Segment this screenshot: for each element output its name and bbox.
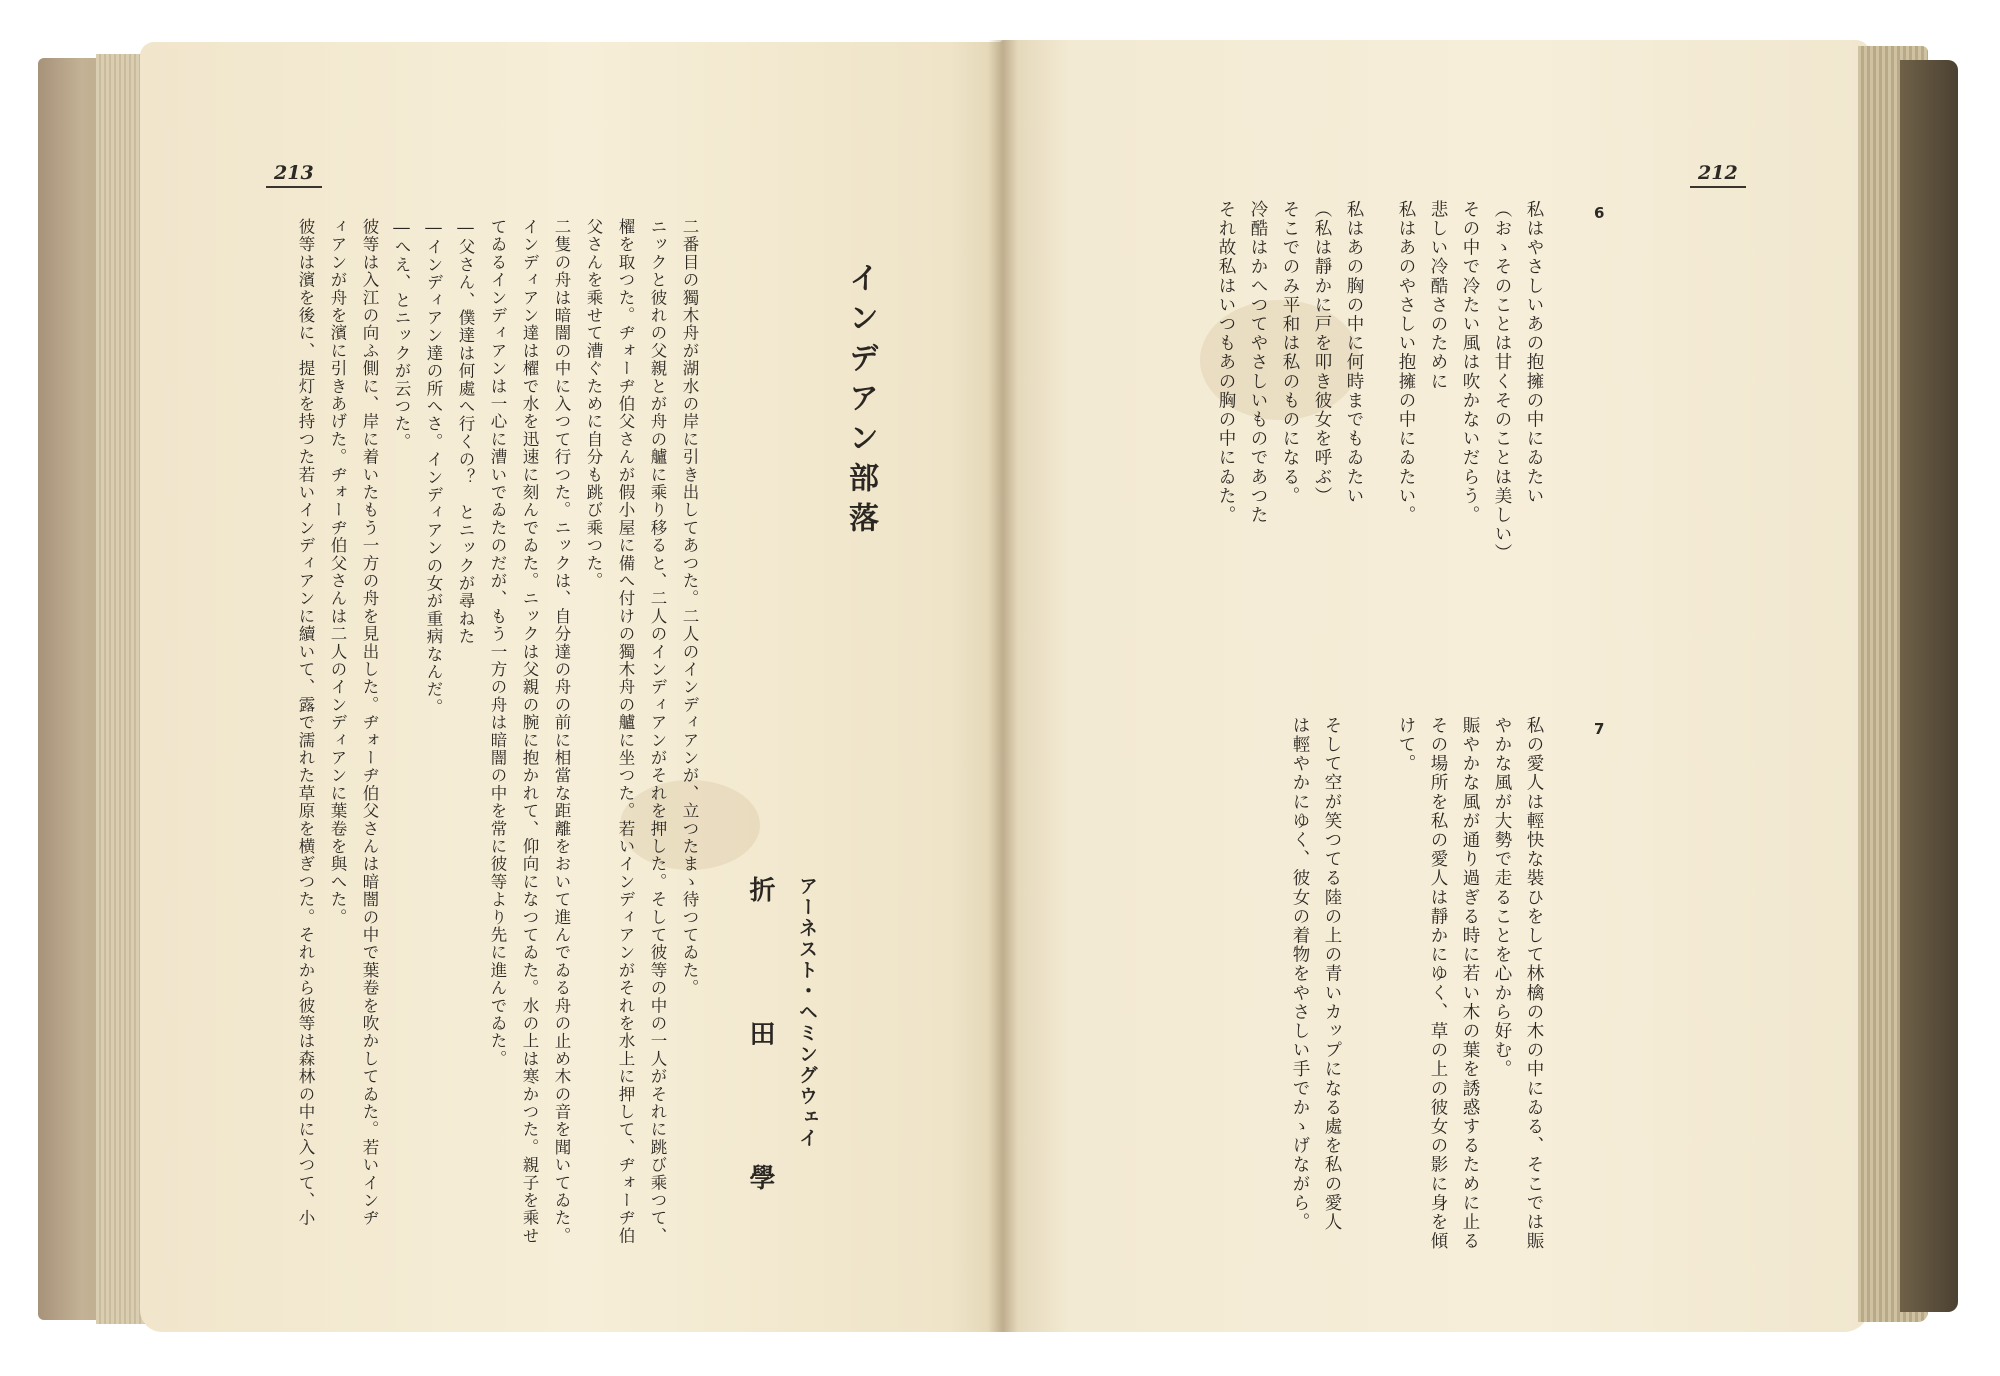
- body-line-7: てゐるインディアンは一心に漕いでゐたのだが、もう一方の舟は暗闇の中を常に彼等より先に進んでゐた。: [488, 218, 507, 1068]
- poem-7-line-5: けて。: [1396, 716, 1416, 774]
- poem-6-line-9: 冷酷はかへつてやさしいものであつた: [1248, 200, 1268, 525]
- story-author: アーネスト・ヘミングウェイ: [796, 876, 818, 1149]
- poem-7-line-2: やかな風が大勢で走ることを心から好む。: [1492, 716, 1512, 1079]
- poem-6-line-10: それ故私はいつもあの胸の中にゐた。: [1216, 200, 1236, 525]
- poem-6-line-4: 悲しい冷酷さのために: [1428, 200, 1448, 391]
- body-line-5: 二隻の舟は暗闇の中に入つて行つた。ニックは、自分達の舟の前に相當な距離をおいて進んでゐる舟の止め木の音を聞いてゐた。: [552, 218, 571, 1245]
- poem-6-line-2: （おゝそのことは甘くそのことは美しい）: [1492, 200, 1512, 563]
- poem-7-line-6: そして空が笑つてる陸の上の青いカップになる處を私の愛人: [1322, 716, 1342, 1232]
- body-line-12: ィアンが舟を濱に引きあげた。ヂォーヂ伯父さんは二人のインディアンに葉卷を與へた。: [328, 218, 347, 926]
- poem-7-line-1: 私の愛人は輕快な裝ひをして林檎の木の中にゐる、そこでは賑: [1524, 716, 1544, 1251]
- poem-6-line-7: （私は靜かに戸を叩き彼女を呼ぶ）: [1312, 200, 1332, 506]
- page-number-left: 213: [266, 162, 322, 188]
- poem-section-number-6: 6: [1594, 204, 1605, 222]
- poem-section-number-7: 7: [1594, 720, 1605, 738]
- story-translator: 折 田 學: [745, 876, 775, 1234]
- poem-7-line-7: は輕やかにゆく、彼女の着物をやさしい手でかゝげながら。: [1290, 716, 1310, 1232]
- book-gutter: [988, 40, 1018, 1332]
- poem-6-line-8: そこでのみ平和は私のものになる。: [1280, 200, 1300, 506]
- poem-7-line-4: その場所を私の愛人は靜かにゆく、草の上の彼女の影に身を傾: [1428, 716, 1448, 1251]
- body-line-8: ―父さん、僕達は何處へ行くの？ とニックが尋ねた: [456, 218, 475, 646]
- left-page: [140, 42, 1020, 1332]
- poem-6-line-3: その中で冷たい風は吹かないだらう。: [1460, 200, 1480, 525]
- page-number-right: 212: [1690, 162, 1746, 188]
- poem-6-line-5: 私はあのやさしい抱擁の中にゐたい。: [1396, 200, 1416, 525]
- book-cover-right: [1900, 60, 1958, 1312]
- body-line-1: 二番目の獨木舟が湖水の岸に引き出してあつた。二人のインディアンが、立つたまゝ待つてゐた。: [680, 218, 699, 997]
- body-line-10: ―へえ、とニックが云つた。: [392, 218, 411, 451]
- poem-6-line-1: 私はやさしいあの抱擁の中にゐたい: [1524, 200, 1544, 506]
- body-line-4: 父さんを乘せて漕ぐために自分も跳び乘つた。: [584, 218, 603, 590]
- body-line-2: ニックと彼れの父親とが舟の艫に乘り移ると、二人のインディアンがそれを押した。そして彼等の中の一人がそれに跳び乘つて、: [648, 218, 667, 1245]
- poem-7-line-3: 賑やかな風が通り過ぎる時に若い木の葉を誘惑するために止る: [1460, 716, 1480, 1251]
- body-line-13: 彼等は濱を後に、提灯を持つた若いインディアンに續いて、露で濡れた草原を横ぎつた。それから彼等は森林の中に入つて、小: [296, 218, 315, 1227]
- body-line-9: ―インディアン達の所へさ。インディアンの女が重病なんだ。: [424, 218, 443, 717]
- body-line-6: インディアン達は櫂で水を迅速に刻んでゐた。ニックは父親の腕に抱かれて、仰向になつてゐた。水の上は寒かつた。親子を乘せ: [520, 218, 539, 1245]
- body-line-3: 櫂を取つた。ヂォーヂ伯父さんが假小屋に備へ付けの獨木舟の艫に坐つた。若いインディアンがそれを水上に押して、ヂォーヂ伯: [616, 218, 635, 1245]
- story-title: インデアン部落: [843, 262, 878, 542]
- poem-6-line-6: 私はあの胸の中に何時までもゐたい: [1344, 200, 1364, 506]
- body-line-11: 彼等は入江の向ふ側に、岸に着いたもう一方の舟を見出した。ヂォーヂ伯父さんは暗闇の中で葉卷を吹かしてゐた。若いインヂ: [360, 218, 379, 1227]
